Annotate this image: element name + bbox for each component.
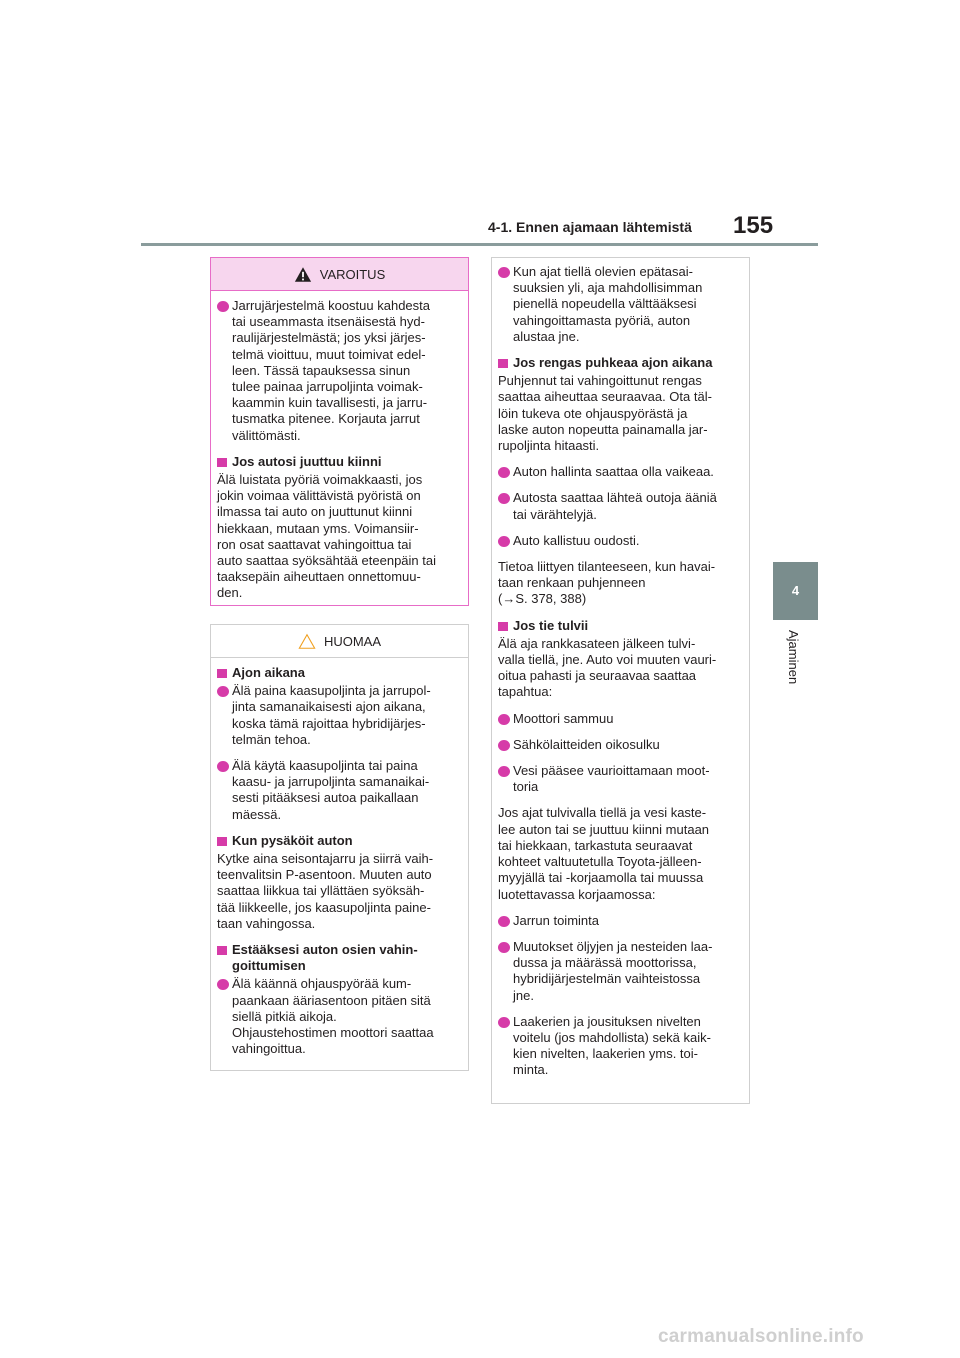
square-bullet-icon	[217, 837, 227, 846]
square-bullet-icon	[498, 359, 508, 368]
bullet-icon	[217, 686, 229, 697]
warning-title: VAROITUS	[319, 266, 386, 282]
square-bullet-icon	[498, 622, 508, 631]
list-item: Auton hallinta saattaa olla vaikeaa.	[498, 464, 739, 480]
caution-icon	[298, 633, 316, 650]
bullet-icon	[498, 916, 510, 927]
bullet-icon	[217, 979, 229, 990]
paragraph: Älä luistata pyöriä voimakkaasti, jos jokin voimaa välittävistä pyöristä on ilmassa tai auto on juuttunut kiinni hiekkaan, mutaan yms. Voimansiir- ron osat saattavat vahingoittua tai auto saattaa syöksähtää eteenpäin tai taaksepäin aiheuttaen onnettomuu- den.	[217, 472, 436, 601]
warning-icon	[294, 266, 312, 283]
list-item: Jarrujärjestelmä koostuu kahdesta tai useammasta itsenäisestä hyd- raulijärjestelmästä; jos yksi järjes- telmä vioittuu, muut toimivat edel- leen. Tässä tapauksessa sinun tulee painaa jarrupoljinta voimak- kaammin kuin tavallisesti, ja jarru- tusmatka pitenee. Korjauta jarrut välittömästi.	[217, 298, 458, 444]
list-item: Älä käytä kaasupoljinta tai paina kaasu- ja jarrupoljinta samanaikai- sesti pitääksesi autoa paikallaan mäessä.	[217, 758, 458, 823]
watermark: carmanualsonline.info	[658, 1326, 864, 1347]
chapter-label: Ajaminen	[786, 630, 801, 685]
list-item: Vesi pääsee vaurioittamaan moot- toria	[498, 763, 739, 795]
list-item: Kun ajat tiellä olevien epätasai- suuksien yli, aja mahdollisimman pienellä nopeudella välttääksesi vahingoittamasta pyöriä, auton alustaa jne.	[498, 264, 739, 345]
paragraph: Jos ajat tulvivalla tiellä ja vesi kaste- lee auton tai se juuttuu kiinni mutaan tai hiekkaan, tarkastuta seuraavat kohteet valtuutetulla Toyota-jälleen- myyjällä tai -korjaamolla tai muussa luotettavassa korjaamossa:	[498, 805, 710, 902]
paragraph: Puhjennut tai vahingoittunut rengas saattaa aiheuttaa seuraavaa. Ota täl- löin tukeva ote ohjauspyörästä ja laske auton nopeutta painamalla jar- rupoljinta hitaasti.	[498, 373, 712, 454]
continued-notice-box	[491, 257, 750, 1104]
list-item: Auto kallistuu oudosti.	[498, 533, 739, 549]
header-divider	[141, 243, 818, 246]
list-item: Autosta saattaa lähteä outoja ääniä tai värähtelyjä.	[498, 490, 739, 522]
bullet-icon	[217, 761, 229, 772]
bullet-icon	[498, 536, 510, 547]
square-bullet-icon	[217, 669, 227, 678]
bullet-icon	[498, 766, 510, 777]
list-item: Moottori sammuu	[498, 711, 739, 727]
list-item: Laakerien ja jousituksen nivelten voitelu (jos mahdollista) sekä kaik- kien nivelten, laakerien yms. toi- minta.	[498, 1014, 739, 1079]
square-bullet-icon	[217, 458, 227, 467]
bullet-icon	[498, 714, 510, 725]
notice-header	[211, 625, 468, 658]
paragraph: Kytke aina seisontajarru ja siirrä vaih- teenvalitsin P-asentoon. Muuten auto saattaa liikkua tai yllättäen syöksäh- tää liikkeelle, jos kaasupoljinta paine- taan vahingossa.	[217, 851, 434, 931]
list-item: Muutokset öljyjen ja nesteiden laa- dussa ja määrässä moottorissa, hybridijärjestelmän vaihteistossa jne.	[498, 939, 739, 1004]
bullet-icon	[217, 301, 229, 312]
bullet-icon	[498, 493, 510, 504]
section-title: 4-1. Ennen ajamaan lähtemistä	[488, 219, 692, 235]
square-bullet-icon	[217, 946, 227, 955]
notice-title: HUOMAA	[323, 633, 382, 649]
warning-header	[211, 258, 468, 291]
subheading: Jos tie tulvii	[498, 618, 739, 634]
bullet-icon	[498, 267, 510, 278]
notice-box	[210, 624, 469, 1071]
list-item: Älä paina kaasupoljinta ja jarrupol- jinta samanaikaisesti ajon aikana, koska tämä rajoittaa hybridijärjes- telmän tehoa.	[217, 683, 458, 748]
paragraph: Älä aja rankkasateen jälkeen tulvi- valla tiellä, jne. Auto voi muuten vauri- oitua pahasti ja seuraavaa saattaa tapahtua:	[498, 635, 717, 700]
chapter-tab[interactable]: 4	[773, 562, 818, 620]
list-item: Jarrun toiminta	[498, 913, 739, 929]
subheading: Jos autosi juuttuu kiinni	[217, 454, 458, 470]
subheading: Jos rengas puhkeaa ajon aikana	[498, 355, 739, 371]
subheading: Estääksesi auton osien vahin- goittumisen	[217, 942, 458, 974]
bullet-icon	[498, 942, 510, 953]
page-number: 155	[733, 212, 774, 239]
subheading: Kun pysäköit auton	[217, 833, 458, 849]
list-item: Älä käännä ohjauspyörää kum- paankaan ääriasentoon pitäen sitä siellä pitkiä aikoja. Ohjaustehostimen moottori saattaa vahingoittua.	[217, 976, 458, 1057]
bullet-icon	[498, 740, 510, 751]
warning-box	[210, 257, 469, 606]
list-item: Sähkölaitteiden oikosulku	[498, 737, 739, 753]
bullet-icon	[498, 1017, 510, 1028]
bullet-icon	[498, 467, 510, 478]
paragraph: Tietoa liittyen tilanteeseen, kun havai- taan renkaan puhjenneen (→S. 378, 388)	[498, 559, 716, 607]
subheading: Ajon aikana	[217, 665, 458, 681]
